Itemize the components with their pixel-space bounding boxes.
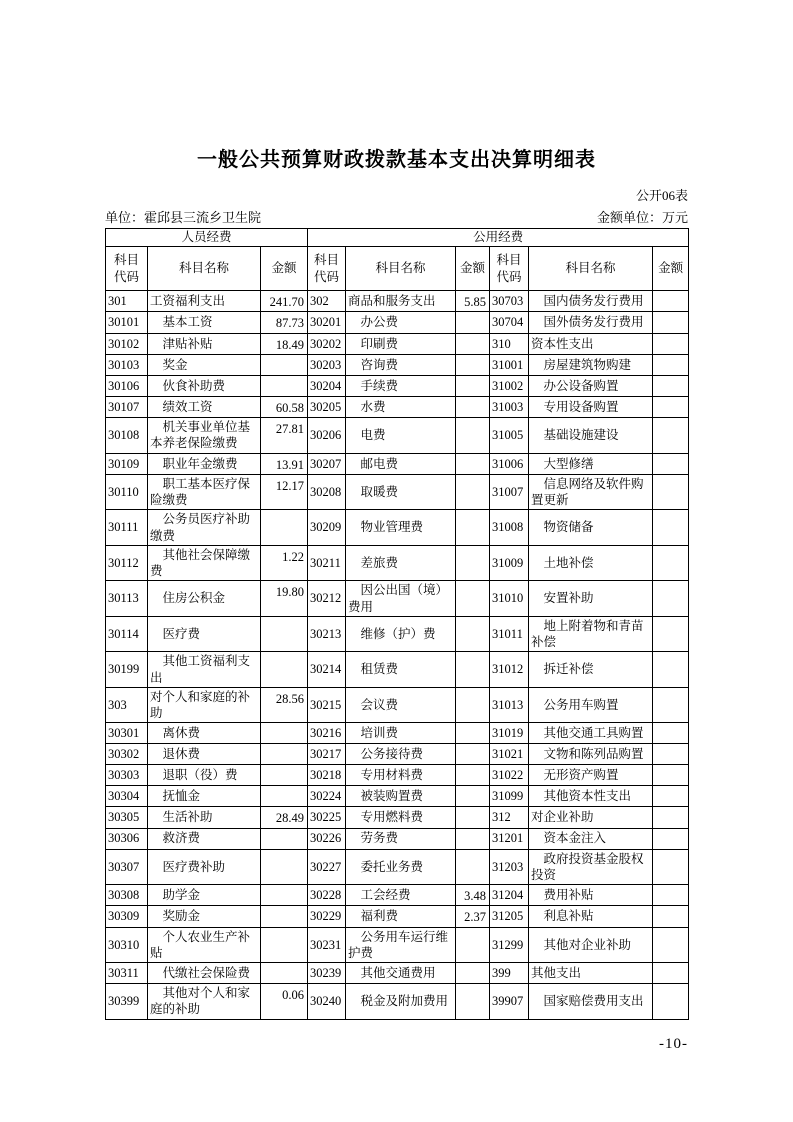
subject-name-cell: 基础设施建设: [529, 418, 653, 454]
subject-name-cell: 租赁费: [346, 652, 456, 688]
amount-cell: [653, 291, 689, 312]
subject-code-cell: 31002: [490, 375, 529, 396]
subject-name-cell: 机关事业单位基本养老保险缴费: [148, 418, 261, 454]
subject-name-cell: 被装购置费: [346, 786, 456, 807]
subject-code-cell: 30227: [308, 849, 346, 885]
subject-code-cell: 30212: [308, 581, 346, 617]
amount-cell: [456, 963, 490, 984]
subject-code-cell: 301: [106, 291, 148, 312]
subject-code-cell: 31003: [490, 396, 529, 417]
subject-name-cell: 安置补助: [529, 581, 653, 617]
subject-code-cell: 302: [308, 291, 346, 312]
subject-code-cell: 30201: [308, 312, 346, 333]
subject-name-cell: 咨询费: [346, 354, 456, 375]
subject-code-cell: 30113: [106, 581, 148, 617]
amount-cell: 12.17: [261, 474, 308, 510]
subject-code-cell: 30110: [106, 474, 148, 510]
column-header-subject-name: 科目名称: [529, 247, 653, 291]
amount-cell: 28.49: [261, 807, 308, 828]
column-header-subject-code: 科目代码: [106, 247, 148, 291]
amount-cell: [261, 906, 308, 927]
subject-name-cell: 拆迁补偿: [529, 652, 653, 688]
amount-cell: [456, 616, 490, 652]
table-row: [106, 375, 689, 396]
subject-name-cell: 其他资本性支出: [529, 786, 653, 807]
amount-cell: 13.91: [261, 453, 308, 474]
amount-cell: 19.80: [261, 581, 308, 617]
subject-name-cell: 其他交通费用: [346, 963, 456, 984]
subject-code-cell: 30225: [308, 807, 346, 828]
subject-code-cell: 31021: [490, 744, 529, 765]
subject-code-cell: 30302: [106, 744, 148, 765]
amount-cell: [456, 312, 490, 333]
subject-code-cell: 31201: [490, 828, 529, 849]
amount-cell: [456, 375, 490, 396]
subject-code-cell: 30111: [106, 510, 148, 546]
subject-code-cell: 30209: [308, 510, 346, 546]
subject-name-cell: 资本金注入: [529, 828, 653, 849]
amount-cell: [456, 581, 490, 617]
table-row: [106, 849, 689, 885]
subject-code-cell: 31005: [490, 418, 529, 454]
amount-cell: [456, 474, 490, 510]
table-row: [106, 984, 689, 1020]
amount-cell: 28.56: [261, 687, 308, 723]
expenditure-table: [105, 228, 689, 1020]
amount-cell: [261, 828, 308, 849]
subject-name-cell: 取暖费: [346, 474, 456, 510]
page-title: 一般公共预算财政拨款基本支出决算明细表: [197, 149, 596, 171]
subject-code-cell: 30114: [106, 616, 148, 652]
subject-name-cell: 国家赔偿费用支出: [529, 984, 653, 1020]
amount-cell: [261, 616, 308, 652]
subject-name-cell: 离休费: [148, 723, 261, 744]
subject-name-cell: 其他工资福利支出: [148, 652, 261, 688]
subject-code-cell: 30301: [106, 723, 148, 744]
subject-code-cell: 31012: [490, 652, 529, 688]
subject-code-cell: 399: [490, 963, 529, 984]
subject-name-cell: 因公出国（境）费用: [346, 581, 456, 617]
amount-cell: [653, 906, 689, 927]
amount-cell: 0.06: [261, 984, 308, 1020]
table-row: [106, 545, 689, 581]
subject-name-cell: 工会经费: [346, 885, 456, 906]
table-row: [106, 354, 689, 375]
subject-name-cell: 个人农业生产补贴: [148, 927, 261, 963]
subject-code-cell: 30204: [308, 375, 346, 396]
amount-cell: 3.48: [456, 885, 490, 906]
subject-name-cell: 公务接待费: [346, 744, 456, 765]
amount-cell: 18.49: [261, 333, 308, 354]
page-number: -10-: [659, 1035, 688, 1052]
column-header-subject-code: 科目代码: [308, 247, 346, 291]
amount-cell: [653, 581, 689, 617]
column-header-subject-name: 科目名称: [148, 247, 261, 291]
amount-cell: [261, 786, 308, 807]
subject-code-cell: 30109: [106, 453, 148, 474]
amount-cell: [456, 687, 490, 723]
amount-cell: [653, 354, 689, 375]
subject-code-cell: 30214: [308, 652, 346, 688]
amount-cell: [456, 453, 490, 474]
table-row: [106, 396, 689, 417]
subject-name-cell: 专用材料费: [346, 765, 456, 786]
subject-code-cell: 31019: [490, 723, 529, 744]
subject-name-cell: 生活补助: [148, 807, 261, 828]
subject-name-cell: 奖励金: [148, 906, 261, 927]
table-row: [106, 312, 689, 333]
subject-code-cell: 31001: [490, 354, 529, 375]
subject-name-cell: 助学金: [148, 885, 261, 906]
subject-name-cell: 办公设备购置: [529, 375, 653, 396]
subject-code-cell: 30217: [308, 744, 346, 765]
amount-cell: [261, 354, 308, 375]
table-code-label: 公开06表: [635, 188, 688, 203]
subject-name-cell: 土地补偿: [529, 545, 653, 581]
amount-cell: [653, 744, 689, 765]
subject-name-cell: 物业管理费: [346, 510, 456, 546]
subject-code-cell: 30216: [308, 723, 346, 744]
subject-code-cell: 30213: [308, 616, 346, 652]
subject-code-cell: 30199: [106, 652, 148, 688]
subject-code-cell: 30206: [308, 418, 346, 454]
subject-name-cell: 国内债务发行费用: [529, 291, 653, 312]
amount-cell: [261, 375, 308, 396]
table-row: [106, 786, 689, 807]
subject-name-cell: 房屋建筑物购建: [529, 354, 653, 375]
amount-cell: [653, 786, 689, 807]
subject-name-cell: 福利费: [346, 906, 456, 927]
subject-name-cell: 文物和陈列品购置: [529, 744, 653, 765]
subject-code-cell: 30226: [308, 828, 346, 849]
subject-code-cell: 30205: [308, 396, 346, 417]
subject-name-cell: 住房公积金: [148, 581, 261, 617]
subject-code-cell: 312: [490, 807, 529, 828]
amount-cell: [456, 927, 490, 963]
subject-name-cell: 专用燃料费: [346, 807, 456, 828]
amount-cell: [653, 333, 689, 354]
amount-cell: [456, 849, 490, 885]
amount-cell: [653, 828, 689, 849]
amount-cell: [456, 984, 490, 1020]
column-header-amount: 金额: [456, 247, 490, 291]
subject-code-cell: 30228: [308, 885, 346, 906]
subject-name-cell: 对个人和家庭的补助: [148, 687, 261, 723]
column-header-subject-code: 科目代码: [490, 247, 529, 291]
subject-code-cell: 31008: [490, 510, 529, 546]
table-row: [106, 418, 689, 454]
subject-name-cell: 维修（护）费: [346, 616, 456, 652]
subject-code-cell: 31013: [490, 687, 529, 723]
subject-code-cell: 31205: [490, 906, 529, 927]
subject-code-cell: 310: [490, 333, 529, 354]
subject-code-cell: 30308: [106, 885, 148, 906]
table-row: [106, 474, 689, 510]
amount-cell: [653, 963, 689, 984]
subject-code-cell: 31022: [490, 765, 529, 786]
subject-name-cell: 印刷费: [346, 333, 456, 354]
amount-cell: [653, 510, 689, 546]
subject-code-cell: 31009: [490, 545, 529, 581]
subject-name-cell: 医疗费补助: [148, 849, 261, 885]
table-row: [106, 807, 689, 828]
group-header-personnel-funds: 人员经费: [106, 229, 308, 247]
amount-cell: [653, 984, 689, 1020]
subject-code-cell: 30703: [490, 291, 529, 312]
column-header-row: [106, 247, 689, 291]
subject-code-cell: 30108: [106, 418, 148, 454]
amount-cell: [456, 545, 490, 581]
amount-cell: 241.70: [261, 291, 308, 312]
amount-cell: [456, 354, 490, 375]
table-row: [106, 333, 689, 354]
table-body: [106, 291, 689, 1020]
subject-code-cell: 31204: [490, 885, 529, 906]
table-row: [106, 765, 689, 786]
subject-name-cell: 邮电费: [346, 453, 456, 474]
subject-code-cell: 31010: [490, 581, 529, 617]
amount-cell: 27.81: [261, 418, 308, 454]
subject-code-cell: 30202: [308, 333, 346, 354]
subject-name-cell: 其他社会保障缴费: [148, 545, 261, 581]
subject-name-cell: 水费: [346, 396, 456, 417]
amount-cell: 1.22: [261, 545, 308, 581]
amount-cell: [653, 375, 689, 396]
subject-code-cell: 30305: [106, 807, 148, 828]
amount-cell: [456, 396, 490, 417]
subject-code-cell: 30203: [308, 354, 346, 375]
table-row: [106, 744, 689, 765]
subject-name-cell: 其他交通工具购置: [529, 723, 653, 744]
subject-name-cell: 其他支出: [529, 963, 653, 984]
subject-name-cell: 退职（役）费: [148, 765, 261, 786]
table-row: [106, 723, 689, 744]
subject-name-cell: 对企业补助: [529, 807, 653, 828]
subject-code-cell: 30304: [106, 786, 148, 807]
subject-name-cell: 会议费: [346, 687, 456, 723]
subject-name-cell: 其他对个人和家庭的补助: [148, 984, 261, 1020]
subject-name-cell: 手续费: [346, 375, 456, 396]
subject-code-cell: 31203: [490, 849, 529, 885]
subject-name-cell: 费用补贴: [529, 885, 653, 906]
subject-name-cell: 退休费: [148, 744, 261, 765]
amount-cell: [456, 510, 490, 546]
table-row: [106, 652, 689, 688]
amount-cell: [456, 786, 490, 807]
table-row: [106, 616, 689, 652]
amount-cell: [653, 545, 689, 581]
subject-name-cell: 培训费: [346, 723, 456, 744]
amount-cell: [653, 474, 689, 510]
subject-name-cell: 政府投资基金股权投资: [529, 849, 653, 885]
subject-name-cell: 职业年金缴费: [148, 453, 261, 474]
column-header-amount: 金额: [261, 247, 308, 291]
subject-name-cell: 劳务费: [346, 828, 456, 849]
table-row: [106, 291, 689, 312]
subject-name-cell: 委托业务费: [346, 849, 456, 885]
amount-unit-label: 金额单位：万元: [596, 210, 688, 225]
amount-cell: [261, 723, 308, 744]
amount-cell: [261, 885, 308, 906]
amount-cell: 60.58: [261, 396, 308, 417]
table-row: [106, 828, 689, 849]
subject-name-cell: 救济费: [148, 828, 261, 849]
amount-cell: 87.73: [261, 312, 308, 333]
table-row: [106, 687, 689, 723]
subject-name-cell: 公务用车购置: [529, 687, 653, 723]
group-header-public-funds: 公用经费: [308, 229, 689, 247]
amount-cell: 5.85: [456, 291, 490, 312]
subject-name-cell: 医疗费: [148, 616, 261, 652]
unit-label: 单位：霍邱县三流乡卫生院: [105, 210, 262, 225]
subject-name-cell: 基本工资: [148, 312, 261, 333]
subject-code-cell: 303: [106, 687, 148, 723]
amount-cell: [261, 510, 308, 546]
subject-code-cell: 30704: [490, 312, 529, 333]
table-row: [106, 885, 689, 906]
subject-name-cell: 工资福利支出: [148, 291, 261, 312]
subject-code-cell: 30307: [106, 849, 148, 885]
amount-cell: [653, 312, 689, 333]
amount-cell: [456, 723, 490, 744]
amount-cell: [653, 927, 689, 963]
amount-cell: [653, 723, 689, 744]
subject-name-cell: 资本性支出: [529, 333, 653, 354]
subject-code-cell: 30306: [106, 828, 148, 849]
subject-code-cell: 31011: [490, 616, 529, 652]
subject-name-cell: 国外债务发行费用: [529, 312, 653, 333]
subject-code-cell: 30311: [106, 963, 148, 984]
subject-name-cell: 绩效工资: [148, 396, 261, 417]
subject-code-cell: 30103: [106, 354, 148, 375]
subject-code-cell: 30112: [106, 545, 148, 581]
table-row: [106, 927, 689, 963]
table-row: [106, 510, 689, 546]
subject-name-cell: 公务员医疗补助缴费: [148, 510, 261, 546]
subject-name-cell: 无形资产购置: [529, 765, 653, 786]
subject-code-cell: 30231: [308, 927, 346, 963]
subject-name-cell: 办公费: [346, 312, 456, 333]
subject-name-cell: 商品和服务支出: [346, 291, 456, 312]
subject-code-cell: 30107: [106, 396, 148, 417]
table-row: [106, 453, 689, 474]
subject-name-cell: 奖金: [148, 354, 261, 375]
subject-name-cell: 公务用车运行维护费: [346, 927, 456, 963]
amount-cell: [653, 885, 689, 906]
subject-name-cell: 电费: [346, 418, 456, 454]
table-row: [106, 963, 689, 984]
subject-name-cell: 税金及附加费用: [346, 984, 456, 1020]
amount-cell: [261, 765, 308, 786]
subject-code-cell: 30215: [308, 687, 346, 723]
column-header-subject-name: 科目名称: [346, 247, 456, 291]
subject-code-cell: 31006: [490, 453, 529, 474]
subject-code-cell: 30211: [308, 545, 346, 581]
amount-cell: [653, 687, 689, 723]
amount-cell: [653, 396, 689, 417]
amount-cell: [261, 927, 308, 963]
subject-code-cell: 30399: [106, 984, 148, 1020]
subject-code-cell: 30224: [308, 786, 346, 807]
amount-cell: [653, 765, 689, 786]
subject-name-cell: 伙食补助费: [148, 375, 261, 396]
subject-name-cell: 地上附着物和青苗补偿: [529, 616, 653, 652]
group-header-row: [106, 229, 689, 247]
amount-cell: [653, 453, 689, 474]
subject-code-cell: 30101: [106, 312, 148, 333]
amount-cell: [653, 418, 689, 454]
subject-code-cell: 30218: [308, 765, 346, 786]
subject-name-cell: 津贴补贴: [148, 333, 261, 354]
amount-cell: [653, 616, 689, 652]
subject-code-cell: 30106: [106, 375, 148, 396]
amount-cell: [653, 652, 689, 688]
amount-cell: 2.37: [456, 906, 490, 927]
subject-code-cell: 30310: [106, 927, 148, 963]
amount-cell: [653, 849, 689, 885]
subject-code-cell: 31099: [490, 786, 529, 807]
subject-code-cell: 31007: [490, 474, 529, 510]
amount-cell: [456, 828, 490, 849]
amount-cell: [456, 807, 490, 828]
table-row: [106, 581, 689, 617]
subject-code-cell: 30239: [308, 963, 346, 984]
amount-cell: [456, 744, 490, 765]
subject-code-cell: 30309: [106, 906, 148, 927]
subject-name-cell: 大型修缮: [529, 453, 653, 474]
subject-code-cell: 30229: [308, 906, 346, 927]
amount-cell: [261, 744, 308, 765]
table-row: [106, 906, 689, 927]
amount-cell: [456, 652, 490, 688]
amount-cell: [456, 333, 490, 354]
amount-cell: [261, 963, 308, 984]
subject-name-cell: 其他对企业补助: [529, 927, 653, 963]
amount-cell: [261, 652, 308, 688]
amount-cell: [261, 849, 308, 885]
meta-line: [105, 207, 688, 226]
amount-cell: [456, 765, 490, 786]
subject-name-cell: 利息补贴: [529, 906, 653, 927]
subject-name-cell: 职工基本医疗保险缴费: [148, 474, 261, 510]
subject-code-cell: 31299: [490, 927, 529, 963]
subject-code-cell: 30208: [308, 474, 346, 510]
subject-code-cell: 30240: [308, 984, 346, 1020]
subject-code-cell: 30102: [106, 333, 148, 354]
subject-name-cell: 专用设备购置: [529, 396, 653, 417]
subject-name-cell: 代缴社会保险费: [148, 963, 261, 984]
amount-cell: [653, 807, 689, 828]
subject-name-cell: 物资储备: [529, 510, 653, 546]
subject-name-cell: 信息网络及软件购置更新: [529, 474, 653, 510]
subject-code-cell: 39907: [490, 984, 529, 1020]
subject-name-cell: 差旅费: [346, 545, 456, 581]
subject-name-cell: 抚恤金: [148, 786, 261, 807]
subject-code-cell: 30303: [106, 765, 148, 786]
subject-code-cell: 30207: [308, 453, 346, 474]
amount-cell: [456, 418, 490, 454]
column-header-amount: 金额: [653, 247, 689, 291]
